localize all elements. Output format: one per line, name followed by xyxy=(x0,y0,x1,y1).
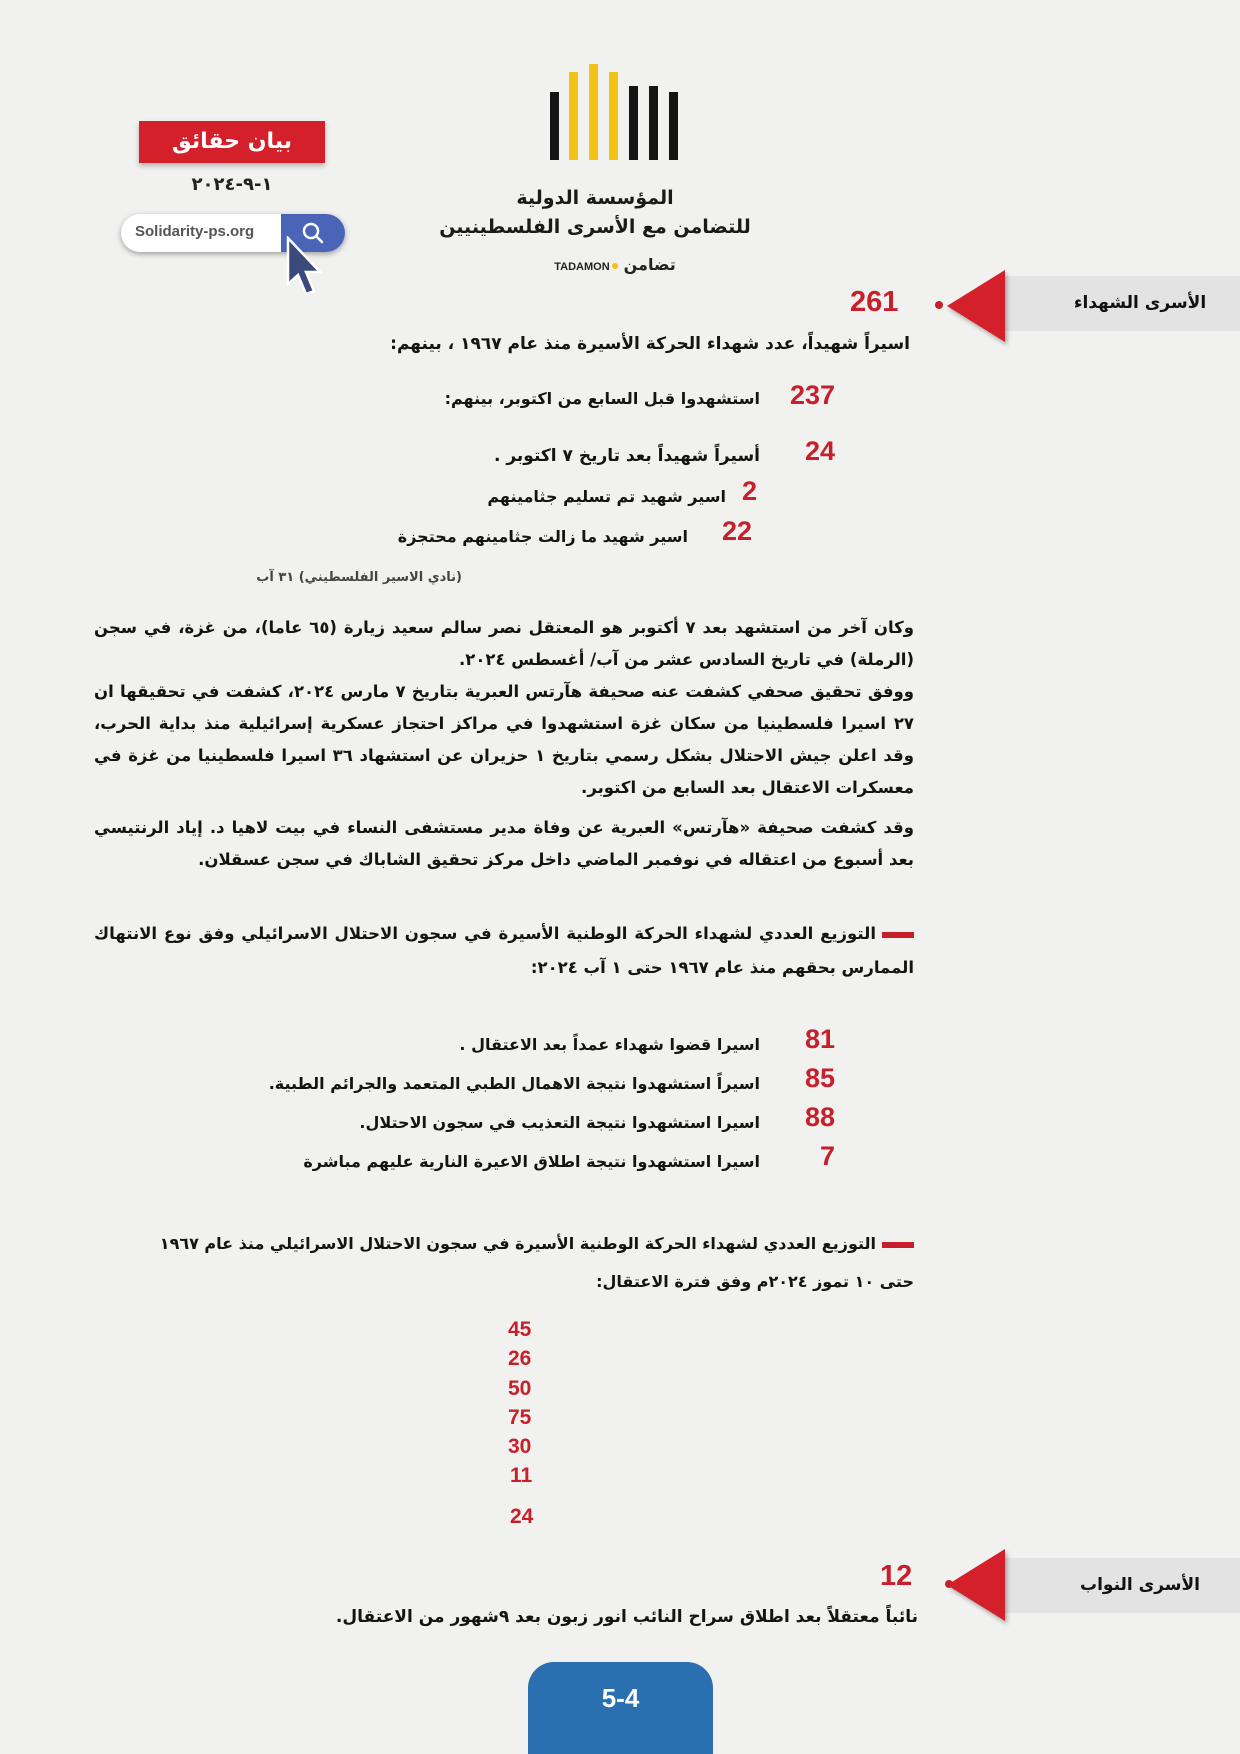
martyrs-total: 261 xyxy=(850,286,899,318)
s1-text-1: استشهدوا قبل السابع من اكتوبر، بينهم: xyxy=(444,389,760,408)
red-arrow-icon xyxy=(947,1549,1005,1621)
org-brand-en: TADAMON xyxy=(554,261,610,273)
s2-num-2: 85 xyxy=(804,1063,835,1093)
fact-sheet-badge: بيان حقائق xyxy=(139,121,325,163)
s2-text-4: اسيرا استشهدوا نتيجة اطلاق الاعيرة النارية عليهم مباشرة xyxy=(303,1152,760,1171)
s1-num-2: 24 xyxy=(804,436,835,466)
section-tab-deputies xyxy=(1003,1558,1240,1613)
page-number: 5-4 xyxy=(528,1662,713,1754)
paragraph-2: ووفق تحقيق صحفي كشفت عنه صحيفة هآرتس العبرية بتاريخ ٧ مارس ٢٠٢٤، كشفت في تحقيقها ان ٢٧ اسيرا فلسطينيا من سكان غزة استشهدوا في مراكز احتجاز عسكرية إسرائيلية منذ بداية الحرب، وقد اعلن جيش الاحتلال بشكل رسمي بتاريخ ١ حزيران عن استشهاد ٣٦ اسيرا فلسطينيا من غزة في معسكرات الاعتقال بعد السابع من اكتوبر. xyxy=(94,682,915,797)
s1-num-1: 237 xyxy=(789,380,835,410)
s2-num-1: 81 xyxy=(804,1024,835,1054)
tab-label: الأسرى النواب xyxy=(1080,1575,1200,1595)
s2-num-4: 7 xyxy=(819,1141,835,1171)
s1-num-3: 2 xyxy=(742,476,758,506)
period-num-7: 24 xyxy=(510,1505,534,1528)
section3-title-line2: حتى ١٠ تموز ٢٠٢٤م وفق فترة الاعتقال: xyxy=(596,1272,914,1291)
paragraph-3: وقد كشفت صحيفة «هآرتس» العبرية عن وفاة مدير مستشفى النساء في بيت لاهيا د. إياد الرنتيسي بعد أسبوع من اعتقاله في نوفمبر الماضي داخل مركز تحقيق الشاباك في سجن عسقلان. xyxy=(94,818,914,869)
deputies-total: 12 xyxy=(880,1560,913,1592)
website-url[interactable]: Solidarity-ps.org xyxy=(135,223,255,240)
martyrs-lead-text: اسيراً شهيداً، عدد شهداء الحركة الأسيرة منذ عام ١٩٦٧ ، بينهم: xyxy=(390,334,910,354)
s2-text-2: اسيراً استشهدوا نتيجة الاهمال الطبي المتعمد والجرائم الطبية. xyxy=(268,1074,760,1093)
dot-icon xyxy=(612,263,618,269)
s1-num-4: 22 xyxy=(722,516,753,546)
period-num-4: 75 xyxy=(508,1406,532,1429)
red-bar-icon xyxy=(882,1242,914,1248)
section3-title-text: التوزيع العددي لشهداء الحركة الوطنية الأسيرة في سجون الاحتلال الاسرائيلي منذ عام ١٩٦٧ xyxy=(159,1234,876,1253)
period-num-1: 45 xyxy=(508,1318,532,1341)
section2-title xyxy=(94,917,914,985)
org-brand-ar: تضامن xyxy=(623,255,676,274)
org-name-line1: المؤسسة الدولية xyxy=(516,187,674,209)
org-brand xyxy=(540,255,690,274)
red-arrow-icon xyxy=(947,270,1005,342)
source-note: (نادي الاسير الفلسطيني) ٣١ آب xyxy=(256,570,462,585)
bullet-dot-icon xyxy=(945,1580,953,1588)
organization-logo-icon xyxy=(545,62,695,166)
section-tab-martyrs xyxy=(1003,276,1240,331)
bullet-dot-icon xyxy=(935,301,943,309)
period-num-5: 30 xyxy=(508,1435,532,1458)
red-bar-icon xyxy=(882,932,914,938)
period-num-6: 11 xyxy=(510,1464,533,1487)
s1-text-2: أسيراً شهيداً بعد تاريخ ٧ اكتوبر . xyxy=(493,446,760,466)
section3-title-line1 xyxy=(160,1234,914,1253)
paragraph-1: وكان آخر من استشهد بعد ٧ أكتوبر هو المعتقل نصر سالم سعيد زيارة (٦٥ عاما)، من غزة، في سجن (الرملة) في تاريخ السادس عشر من آب/ أغسطس ٢٠٢٤. xyxy=(94,618,914,669)
period-num-3: 50 xyxy=(508,1377,532,1400)
org-name-line2: للتضامن مع الأسرى الفلسطينيين xyxy=(439,216,751,238)
s1-text-4: اسير شهيد ما زالت جثامينهم محتجزة xyxy=(397,527,688,546)
document-date: ١-٩-٢٠٢٤ xyxy=(191,174,273,195)
s2-text-3: اسيرا استشهدوا نتيجة التعذيب في سجون الاحتلال. xyxy=(359,1113,760,1132)
s1-text-3: اسير شهيد تم تسليم جثامينهم xyxy=(487,487,726,506)
cursor-icon xyxy=(284,236,324,300)
deputies-text: نائباً معتقلاً بعد اطلاق سراح النائب انور زبون بعد ٩شهور من الاعتقال. xyxy=(335,1607,918,1627)
period-num-2: 26 xyxy=(508,1347,532,1370)
s2-num-3: 88 xyxy=(804,1102,835,1132)
s2-text-1: اسيرا قضوا شهداء عمداً بعد الاعتقال . xyxy=(459,1035,760,1054)
section2-title-text: التوزيع العددي لشهداء الحركة الوطنية الأسيرة في سجون الاحتلال الاسرائيلي وفق نوع الانتهاك الممارس بحقهم منذ عام ١٩٦٧ حتى ١ آب ٢٠٢٤: xyxy=(94,924,914,977)
tab-label: الأسرى الشهداء xyxy=(1073,293,1207,313)
